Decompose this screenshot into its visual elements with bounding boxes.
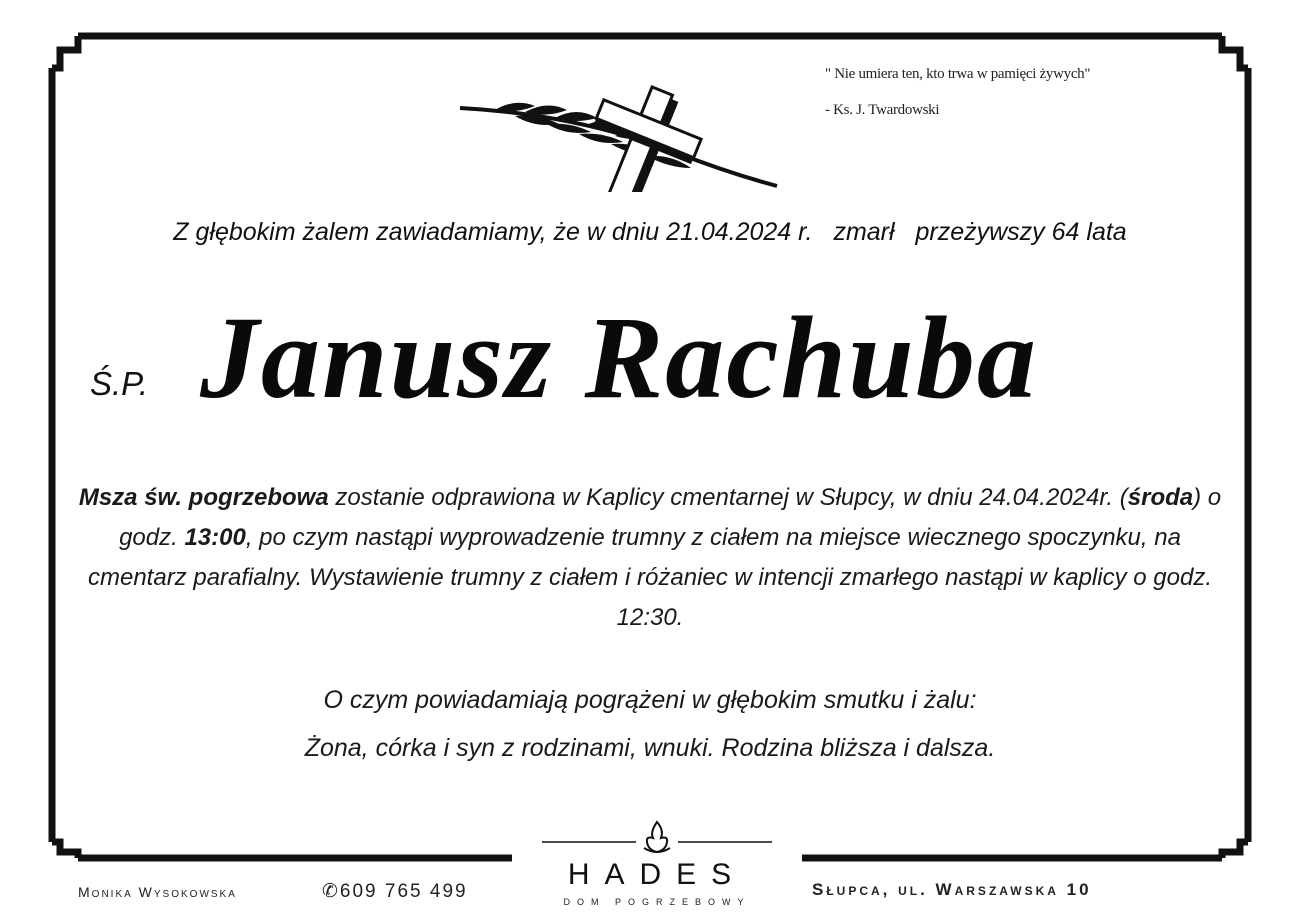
- address: Słupca, ul. Warszawska 10: [812, 880, 1092, 899]
- closing-line-1: O czym powiadamiają pogrążeni w głębokim smutku i żalu:: [323, 686, 977, 714]
- flame-icon: [540, 818, 774, 858]
- quote-text: " Nie umiera ten, kto trwa w pamięci żywych": [825, 66, 1091, 82]
- brand-subtitle: DOM POGRZEBOWY: [563, 897, 751, 907]
- contact-phone: ✆609 765 499: [322, 881, 468, 902]
- announcement-intro: Z głębokim żalem zawiadamiamy, że w dniu: [173, 218, 660, 246]
- funeral-details: [70, 478, 1230, 638]
- death-date: 21.04.2024: [666, 218, 792, 246]
- funeral-text-2: ) o godz.: [119, 484, 1222, 551]
- announcement-line: [70, 218, 1230, 247]
- funeral-text-1: zostanie odprawiona w Kaplicy cmentarnej w Słupcy, w dniu 24.04.2024r. (: [328, 484, 1128, 511]
- closing-line-2: Żona, córka i syn z rodzinami, wnuki. Rodzina bliższa i dalsza.: [304, 734, 996, 762]
- funeral-weekday: środa: [1127, 484, 1194, 511]
- announcement-verb: zmarł: [833, 218, 895, 246]
- contact-name: Monika Wysokowska: [78, 884, 237, 900]
- funeral-text-3: , po czym nastąpi wyprowadzenie trumny z ciałem na miejsce wiecznego spoczynku, na cmentarz parafialny. Wystawienie trumny z ciałem i różaniec w intencji zmarłego nastąpi w kaplicy o godz. 12:30.: [87, 524, 1212, 631]
- announcement-r: r.: [798, 218, 813, 246]
- deceased-age: 64 lata: [1051, 218, 1127, 246]
- announcement-age-label: przeżywszy: [915, 218, 1045, 246]
- quote-author: - Ks. J. Twardowski: [825, 102, 940, 118]
- deceased-name: Janusz Rachuba: [200, 292, 1038, 423]
- cross-with-palm-icon: [455, 64, 785, 192]
- closing-block: [70, 676, 1230, 772]
- name-prefix: Ś.P.: [90, 365, 149, 402]
- funeral-time: 13:00: [184, 524, 246, 551]
- mass-label: Msza św. pogrzebowa: [78, 484, 329, 511]
- brand-logo-text: HADES: [567, 858, 747, 891]
